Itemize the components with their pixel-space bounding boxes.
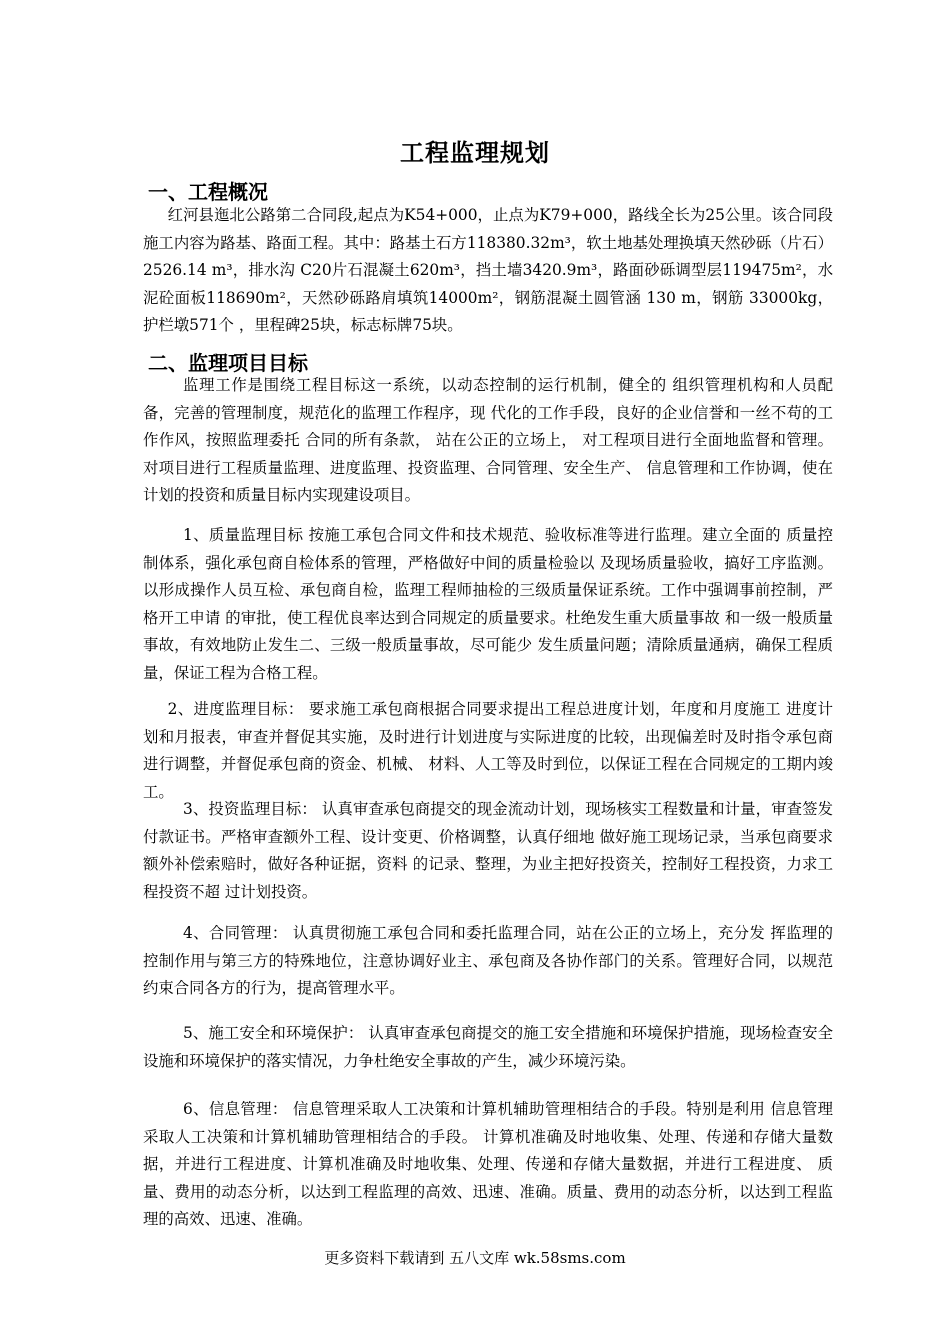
document-title: 工程监理规划 [400, 139, 550, 167]
safety-environment-paragraph: 5、施工安全和环境保护： 认真审查承包商提交的施工安全措施和环境保护措施，现场检查安全 设施和环境保护的落实情况，力争杜绝安全事故的产生，减少环境污染。 [143, 1024, 833, 1070]
information-management-paragraph: 6、信息管理： 信息管理采取人工决策和计算机辅助管理相结合的手段。特别是利用 信息管理采取人工决策和计算机辅助管理相结合的手段。 计算机准确及时地收集、处理、传递和存储大量数据，并进行工程进度、计算机准确及时地收集、处理、传递和存储大量数据，并进行工程进度、 质量、费用的动态分析，以达到工程监理的高效、迅速、准确。质量、费用的动态分析，以达到工程监理的高效、迅速、准确。 [143, 1100, 833, 1228]
schedule-objective-paragraph: 2、进度监理目标： 要求施工承包商根据合同要求提出工程总进度计划，年度和月度施工 进度计划和月报表，审查并督促其实施，及时进行计划进度与实际进度的比较，出现偏差时及时指令承包商进行调整，并督促承包商的资金、机械、 材料、人工等及时到位，以保证工程在合同规定的工期内竣工。 [143, 700, 833, 801]
objectives-intro-paragraph: 监理工作是围绕工程目标这一系统，以动态控制的运行机制，健全的 组织管理机构和人员配备，完善的管理制度，规范化的监理工作程序，现 代化的工作手段，良好的企业信誉和一丝不苟的工作作风，按照监理委托 合同的所有条款， 站在公正的立场上， 对工程项目进行全面地监督和管理。 对项目进行工程质量监理、进度监理、投资监理、合同管理、安全生产、 信息管理和工作协调，使在计划的投资和质量目标内实现建设项目。 [143, 376, 833, 504]
contract-management-paragraph: 4、合同管理： 认真贯彻施工承包合同和委托监理合同，站在公正的立场上，充分发 挥监理的控制作用与第三方的特殊地位，注意协调好业主、承包商及各协作部门的关系。管理好合同，以规范约束合同各方的行为，提高管理水平。 [143, 924, 833, 997]
footer-note: 更多资料下载请到 五八文库 wk.58sms.com [324, 1249, 626, 1267]
section-heading-objectives: 二、监理项目目标 [148, 351, 308, 375]
overview-paragraph: 红河县迤北公路第二合同段,起点为K54+000，止点为K79+000，路线全长为25公里。该合同段施工内容为路基、路面工程。其中：路基土石方118380.32m³，软土地基处理换填天然砂砾（片石）2526.14 m³，排水沟 C20片石混凝土620m³，挡土墙3420.9m³，路面砂砾调型层119475m²，水泥砼面板118690m²，天然砂砾路肩填筑14000m²，钢筋混凝土圆管涵 130 m，钢筋 33000kg，护栏墩571个 ，里程碑25块，标志标牌75块。 [143, 206, 833, 334]
section-heading-overview: 一、工程概况 [148, 180, 268, 204]
investment-objective-paragraph: 3、投资监理目标： 认真审查承包商提交的现金流动计划，现场核实工程数量和计量，审查签发付款证书。严格审查额外工程、设计变更、价格调整，认真仔细地 做好施工现场记录，当承包商要求额外补偿索赔时，做好各种证据，资料 的记录、整理，为业主把好投资关，控制好工程投资，力求工程投资不超 过计划投资。 [143, 800, 833, 901]
quality-objective-paragraph: 1、质量监理目标 按施工承包合同文件和技术规范、验收标准等进行监理。建立全面的 质量控制体系，强化承包商自检体系的管理，严格做好中间的质量检验以 及现场质量验收，搞好工序监测。以形成操作人员互检、承包商自检，监理工程师抽检的三级质量保证系统。工作中强调事前控制，严格开工申请 的审批，使工程优良率达到合同规定的质量要求。杜绝发生重大质量事故 和一级一般质量事故，有效地防止发生二、三级一般质量事故，尽可能少 发生质量问题；清除质量通病，确保工程质量，保证工程为合格工程。 [143, 526, 833, 682]
